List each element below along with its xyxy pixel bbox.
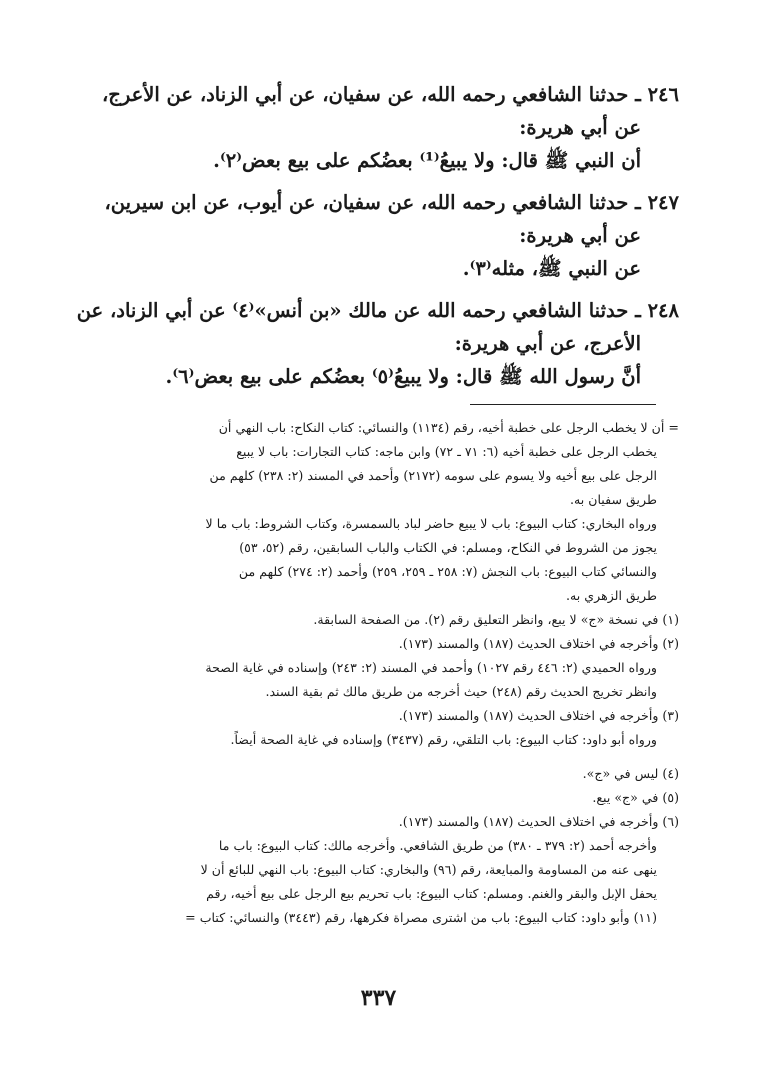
hadith-line: أنَّ رسول الله ﷺ قال: ولا يبيعُ⁽٥⁾ بعضُكم على بيع بعض⁽٦⁾. bbox=[165, 365, 641, 388]
footnote-line: ينهى عنه من المساومة والمبايعة، رقم (٩٦) والبخاري: كتاب البيوع: باب النهي للبائع أن لا bbox=[200, 862, 657, 877]
hadith-line: عن النبي ﷺ، مثله⁽٣⁾. bbox=[462, 257, 641, 280]
footnote-line: ورواه الحميدي (٢: ٤٤٦ رقم ١٠٢٧) وأحمد في المسند (٢: ٢٤٣) وإسناده في غاية الصحة bbox=[205, 660, 657, 675]
hadith-line: الأعرج، عن أبي هريرة: bbox=[454, 332, 641, 355]
footnote-line: ورواه البخاري: كتاب البيوع: باب لا يبيع حاضر لباد بالسمسرة، وكتاب الشروط: باب ما لا bbox=[205, 516, 657, 531]
hadith-2 bbox=[95, 186, 679, 285]
footnote-line: يخطب الرجل على خطبة أخيه (٦: ٧١ ـ ٧٢) وابن ماجه: كتاب التجارات: باب لا يبيع bbox=[236, 444, 657, 459]
hadith-line: عن أبي هريرة: bbox=[519, 116, 641, 139]
footnote-line: الرجل على بيع أخيه ولا يسوم على سومه (٢١٧٢) وأحمد في المسند (٢: ٢٣٨) كلهم من bbox=[209, 468, 657, 483]
footnote-separator bbox=[470, 404, 656, 405]
hadith-line: ٢٤٨ ـ حدثنا الشافعي رحمه الله عن مالك «بن أنس»⁽٤⁾ عن أبي الزناد، عن bbox=[76, 299, 679, 322]
footnote-line: (٢) وأخرجه في اختلاف الحديث (١٨٧) والمسند (١٧٣). bbox=[398, 636, 679, 651]
hadith-3 bbox=[76, 294, 679, 393]
hadith-text bbox=[76, 78, 679, 402]
footnotes bbox=[95, 416, 679, 930]
footnote-line: يجوز من الشروط في النكاح، ومسلم: في الكتاب والباب السابقين، رقم (٥٢، ٥٣) bbox=[239, 540, 657, 555]
footnote-line: ورواه أبو داود: كتاب البيوع: باب التلقي، رقم (٣٤٣٧) وإسناده في غاية الصحة أيضاً. bbox=[230, 732, 657, 747]
footnote-line: (٣) وأخرجه في اختلاف الحديث (١٨٧) والمسند (١٧٣). bbox=[398, 708, 679, 723]
footnote-line: وانظر تخريج الحديث رقم (٢٤٨) حيث أخرجه من طريق مالك ثم بقية السند. bbox=[265, 684, 657, 699]
hadith-line: عن أبي هريرة: bbox=[519, 224, 641, 247]
footnote-line: طريق الزهري به. bbox=[566, 588, 657, 603]
footnote-line: يحفل الإبل والبقر والغنم. ومسلم: كتاب البيوع: باب تحريم بيع الرجل على بيع أخيه، رقم bbox=[206, 886, 657, 901]
hadith-line: ٢٤٦ ـ حدثنا الشافعي رحمه الله، عن سفيان، عن أبي الزناد، عن الأعرج، bbox=[101, 83, 679, 106]
hadith-1 bbox=[95, 78, 679, 177]
footnote-line: (٦) وأخرجه في اختلاف الحديث (١٨٧) والمسند (١٧٣). bbox=[398, 814, 679, 829]
footnote-line: (٤) ليس في «ج». bbox=[582, 766, 679, 781]
footnote-line: وأخرجه أحمد (٢: ٣٧٩ ـ ٣٨٠) من طريق الشافعي. وأخرجه مالك: كتاب البيوع: باب ما bbox=[218, 838, 657, 853]
page-number: ٣٣٧ bbox=[360, 985, 397, 1011]
footnote-line: (١١) وأبو داود: كتاب البيوع: باب من اشترى مصراة فكرهها، رقم (٣٤٤٣) والنسائي: كتاب = bbox=[185, 910, 657, 925]
hadith-line: ٢٤٧ ـ حدثنا الشافعي رحمه الله، عن سفيان، عن أيوب، عن ابن سيرين، bbox=[104, 191, 679, 214]
footnote-line: = أن لا يخطب الرجل على خطبة أخيه، رقم (١١٣٤) والنسائي: كتاب النكاح: باب النهي أن bbox=[218, 420, 679, 435]
footnote-line: طريق سفيان به. bbox=[569, 492, 657, 507]
footnote-line: (٥) في «ج» يبع. bbox=[592, 790, 679, 805]
footnote-line: والنسائي كتاب البيوع: باب النجش (٧: ٢٥٨ ـ ٢٥٩، ٢٥٩) وأحمد (٢: ٢٧٤) كلهم من bbox=[238, 564, 657, 579]
hadith-line: أن النبي ﷺ قال: ولا يبيعُ⁽¹⁾ بعضُكم على بيع بعض⁽٢⁾. bbox=[213, 149, 641, 172]
footnote-line: (١) في نسخة «ج» لا يبع، وانظر التعليق رقم (٢). من الصفحة السابقة. bbox=[313, 612, 679, 627]
